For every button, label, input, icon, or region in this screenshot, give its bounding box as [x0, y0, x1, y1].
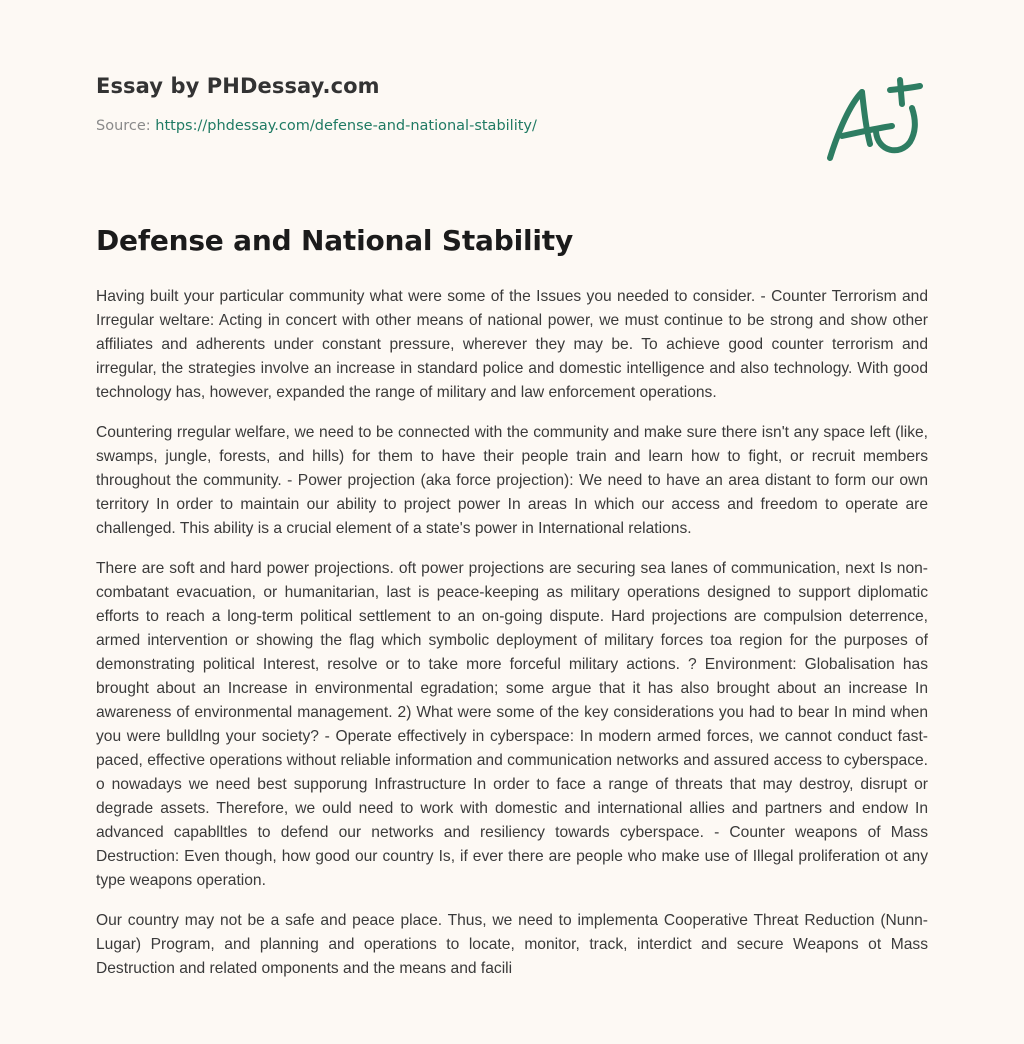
- site-title: Essay by PHDessay.com: [96, 74, 380, 98]
- source-label: Source:: [96, 118, 156, 134]
- a-plus-grade-icon: [820, 62, 930, 172]
- essay-title: Defense and National Stability: [96, 224, 574, 257]
- essay-body: [96, 285, 928, 997]
- source-line: [96, 118, 796, 134]
- essay-paragraph: Having built your particular community what were some of the Issues you needed to consider. - Counter Terrorism and Irregular weltare: Acting in concert with other means of national power, we must continue to be strong and show other affiliates and adherents under constant pressure, wherever they may be. To achieve good counter terrorism and irregular, the strategies involve an increase in standard police and domestic intelligence and also technology. With good technology has, however, expanded the range of military and law enforcement operations.: [96, 288, 928, 401]
- source-link[interactable]: https://phdessay.com/defense-and-national-stability/: [155, 118, 537, 134]
- essay-paragraph: Countering rregular welfare, we need to be connected with the community and make sure there isn't any space left (like, swamps, jungle, forests, and hills) for them to have their people train and learn how to fight, or recruit members throughout the community. - Power projection (aka force projection): We need to have an area distant to form our own territory In order to maintain our ability to project power In areas In which our access and freedom to operate are challenged. This ability is a crucial element of a state's power in International relations.: [96, 424, 928, 537]
- page-header: [96, 74, 796, 134]
- essay-paragraph: Our country may not be a safe and peace place. Thus, we need to implementa Cooperative Threat Reduction (Nunn-Lugar) Program, and planning and operations to locate, monitor, track, interdict and secure Weapons ot Mass Destruction and related omponents and the means and facili: [96, 912, 928, 977]
- essay-paragraph: There are soft and hard power projections. oft power projections are securing sea lanes of communication, next Is non- combatant evacuation, or humanitarian, last is peace-keeping as military operations designed to support diplomatic efforts to reach a long-term political settlement to an on-going dispute. Hard projections are compulsion deterrence, armed intervention or showing the flag which symbolic deployment of military forces toa region for the purposes of demonstrating political Interest, resolve or to take more forceful military actions. ? Environment: Globalisation has brought about an Increase in environmental egradation; some argue that it has also brought about an increase In awareness of environmental management. 2) What were some of the key considerations you had to bear In mind when you were bulldlng your society? - Operate effectively in cyberspace: In modern armed forces, we cannot conduct fast-paced, effective operations without reliable information and communication networks and assured access to cyberspace. o nowadays we need best supporung Infrastructure In order to face a range of threats that may destroy, disrupt or degrade assets. Therefore, we ould need to work with domestic and international allies and partners and endow In advanced capablltles to defend our networks and resiliency towards cyberspace. - Counter weapons of Mass Destruction: Even though, how good our country Is, if ever there are people who make use of Illegal proliferation ot any type weapons operation.: [96, 560, 928, 889]
